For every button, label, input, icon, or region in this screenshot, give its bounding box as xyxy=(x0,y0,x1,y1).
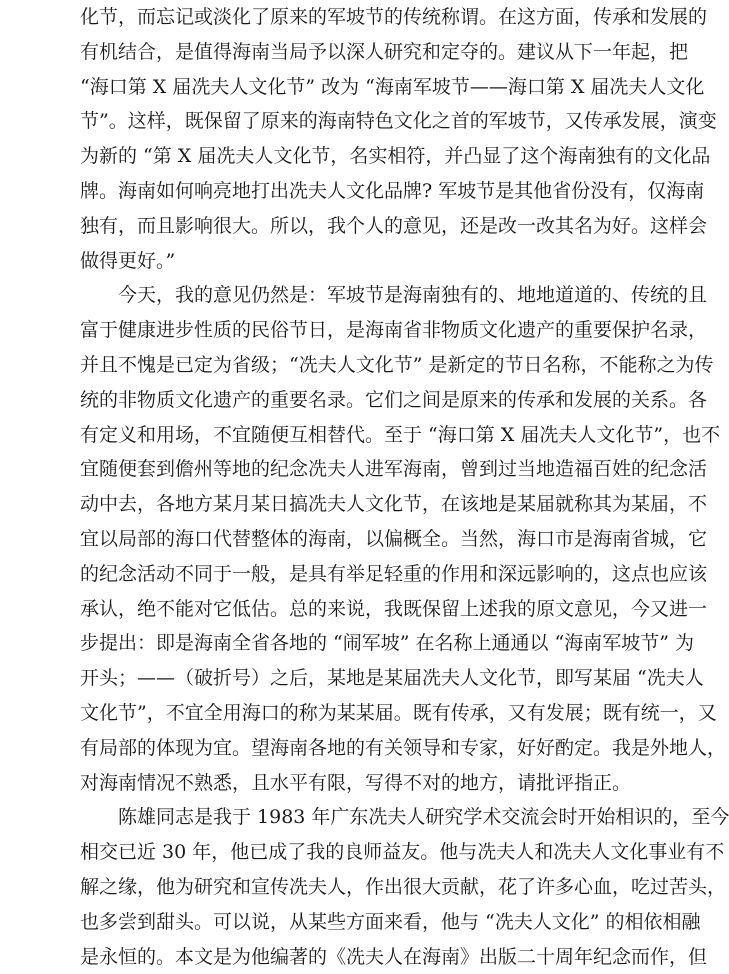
text-line: 并且不愧是已定为省级；“冼夫人文化节” 是新定的节日名称，不能称之为传 xyxy=(80,353,714,376)
text-line: 做得更好。” xyxy=(80,249,176,272)
text-line: 统的非物质文化遗产的重要名录。它们之间是原来的传承和发展的关系。各 xyxy=(80,388,708,411)
paragraph-3 xyxy=(80,800,729,974)
document-page xyxy=(80,0,729,974)
text-line: 今天，我的意见仍然是：军坡节是海南独有的、地地道道的、传统的且 xyxy=(118,284,708,307)
text-line: 富于健康进步性质的民俗节日，是海南省非物质文化遗产的重要保护名录， xyxy=(80,319,708,342)
text-line: 文化节”，不宜全用海口的称为某某届。既有传承，又有发展；既有统一，又 xyxy=(80,701,717,724)
paragraph-2 xyxy=(80,278,727,800)
text-line: 宜以局部的海口代替整体的海南，以偏概全。当然，海口市是海南省城，它 xyxy=(80,527,708,550)
text-line: 的纪念活动不同于一般，是具有举足轻重的作用和深远影响的，这点也应该 xyxy=(80,562,708,585)
text-line: 解之缘，他为研究和宣传冼夫人，作出很大贡献，花了许多心血，吃过苦头， xyxy=(80,875,727,898)
text-line: 独有，而且影响很大。所以，我个人的意见，还是改一改其名为好。这样会 xyxy=(80,214,708,237)
paragraph-1 xyxy=(80,0,717,278)
text-line: 化节，而忘记或淡化了原来的军坡节的传统称谓。在这方面，传承和发展的 xyxy=(80,6,708,28)
text-line: 是永恒的。本文是为他编著的《冼夫人在海南》出版二十周年纪念而作，但 xyxy=(80,945,708,968)
text-line: 步提出：即是海南全省各地的 “闹军坡” 在名称上通通以 “海南军坡节” 为 xyxy=(80,632,695,655)
text-line: 动中去，各地方某月某日搞冼夫人文化节，在该地是某届就称其为某届，不 xyxy=(80,493,708,516)
text-line: 牌。海南如何响亮地打出冼夫人文化品牌? 军坡节是其他省份没有，仅海南 xyxy=(80,179,705,202)
text-line: 也多尝到甜头。可以说，从某些方面来看，他与 “冼夫人文化” 的相依相融 xyxy=(80,910,701,933)
text-line: 承认，绝不能对它低估。总的来说，我既保留上述我的原文意见，今又进一 xyxy=(80,597,708,620)
text-line: 有定义和用场，不宜随便互相替代。至于 “海口第 X 届冼夫人文化节”，也不 xyxy=(80,423,721,446)
text-line: 相交已近 30 年，他已成了我的良师益友。他与冼夫人和冼夫人文化事业有不 xyxy=(80,841,725,864)
text-line: “海口第 X 届冼夫人文化节” 改为 “海南军坡节——海口第 X 届冼夫人文化 xyxy=(80,75,705,98)
text-line: 陈雄同志是我于 1983 年广东冼夫人研究学术交流会时开始相识的，至今 xyxy=(118,806,729,829)
text-line: 对海南情况不熟悉，且水平有限，写得不对的地方，请批评指正。 xyxy=(80,771,632,794)
text-line: 有机结合，是值得海南当局予以深人研究和定夺的。建议从下一年起，把 xyxy=(80,40,689,63)
text-line: 节”。这样，既保留了原来的海南特色文化之首的军坡节，又传承发展，演变 xyxy=(80,110,717,133)
text-line: 为新的 “第 X 届冼夫人文化节，名实相符，并凸显了这个海南独有的文化品 xyxy=(80,145,711,168)
text-line: 开头；——（破折号）之后，某地是某届冼夫人文化节，即写某届 “冼夫人 xyxy=(80,667,704,690)
text-line: 宜随便套到儋州等地的纪念冼夫人进军海南，曾到过当地造福百姓的纪念活 xyxy=(80,458,708,481)
text-line: 有局部的体现为宜。望海南各地的有关领导和专家，好好酌定。我是外地人， xyxy=(80,736,727,759)
